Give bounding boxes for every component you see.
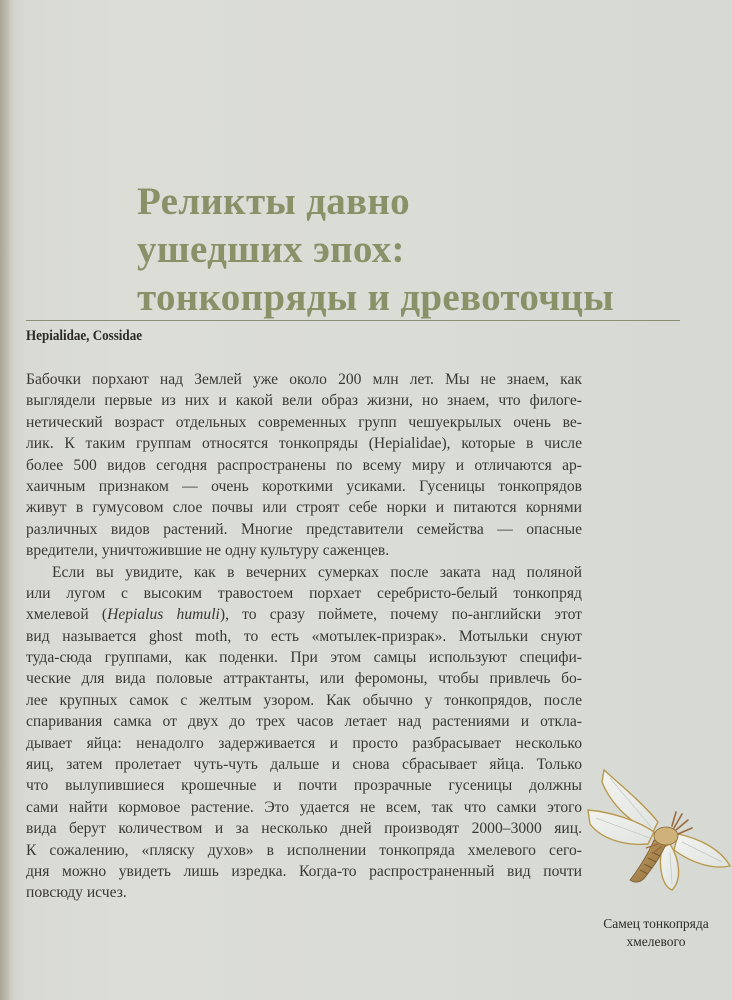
text-line: повсюду исчез. — [26, 884, 127, 902]
text-fragment: ), то сразу поймете, почему по-английски этот — [219, 606, 582, 624]
text-line: вида берут количеством и за несколько дней производят 2000–3000 яиц. — [26, 820, 582, 838]
text-line: яиц, затем пролетает чуть-чуть дальше и снова сбрасывает яйца. Только — [26, 756, 582, 774]
title-divider — [26, 320, 680, 321]
text-line: хаичным признаком — очень короткими усиками. Гусеницы тонкопрядов — [26, 477, 582, 495]
title-line: тонкопряды и древоточцы — [137, 276, 614, 319]
text-line: Бабочки порхают над Землей уже около 200 млн лет. Мы не знаем, как — [26, 371, 582, 388]
text-line: дня можно увидеть лишь изредка. Когда-то распространенный вид почти — [26, 862, 582, 880]
caption-line: Самец тонкопряда — [603, 916, 709, 931]
text-line: что вылупившиеся крошечные и почти прозрачные гусеницы должны — [26, 777, 582, 795]
text-line: спаривания самка от двух до трех часов летает над растениями и откла- — [26, 713, 582, 731]
text-fragment: хмелевой ( — [26, 606, 108, 624]
text-line: нетический возраст отдельных современных групп чешуекрылых очень ве- — [26, 413, 582, 431]
text-line: ческие для вида половые аттрактанты, или феромоны, чтобы привлечь бо- — [26, 670, 582, 688]
title-line: ушедших эпох: — [137, 228, 405, 271]
body-text — [26, 369, 582, 904]
chapter-title — [137, 178, 677, 322]
text-line: К сожалению, «пляску духов» в исполнении тонкопряда хмелевого сего- — [26, 841, 582, 859]
text-line-with-species — [26, 604, 582, 625]
text-line: более 500 видов сегодня распространены по всему миру и отличаются ар- — [26, 456, 582, 474]
figure-caption — [590, 915, 722, 951]
text-line: лик. К таким группам относятся тонкопряды (Hepialidae), которые в числе — [26, 435, 582, 453]
moth-illustration-icon — [582, 762, 732, 912]
text-line: туда-сюда группами, как поденки. При этом самцы используют специфи- — [26, 649, 582, 667]
caption-line: хмелевого — [626, 934, 686, 949]
text-line: вид называется ghost moth, то есть «мотылек-призрак». Мотыльки снуют — [26, 627, 582, 645]
text-line: Если вы увидите, как в вечерних сумерках после заката над поляной — [52, 563, 582, 581]
text-line: или лугом с высоким травостоем порхает серебристо-белый тонкопряд — [26, 584, 582, 602]
text-line: сами найти кормовое растение. Это удается не всем, так что самки этого — [26, 798, 582, 816]
text-line: различных видов растений. Многие представители семейства — опасные — [26, 520, 582, 538]
text-line: вредители, уничтожившие не одну культуру саженцев. — [26, 542, 390, 560]
family-names-subtitle: Hepialidae, Cossidae — [26, 328, 143, 344]
species-name: Hepialus humuli — [107, 606, 220, 624]
text-line: живут в гумусовом слое почвы или строят себе норки и питаются корнями — [26, 499, 582, 517]
spine-shadow — [0, 0, 14, 1000]
title-line: Реликты давно — [137, 180, 410, 223]
text-line: дывает яйца: ненадолго задерживается и просто разбрасывает несколько — [26, 734, 582, 752]
text-line: выглядели первые из них и какой вели образ жизни, но знаем, что филоге- — [26, 392, 582, 410]
text-line: лее крупных самок с желтым узором. Как обычно у тонкопрядов, после — [26, 691, 582, 709]
